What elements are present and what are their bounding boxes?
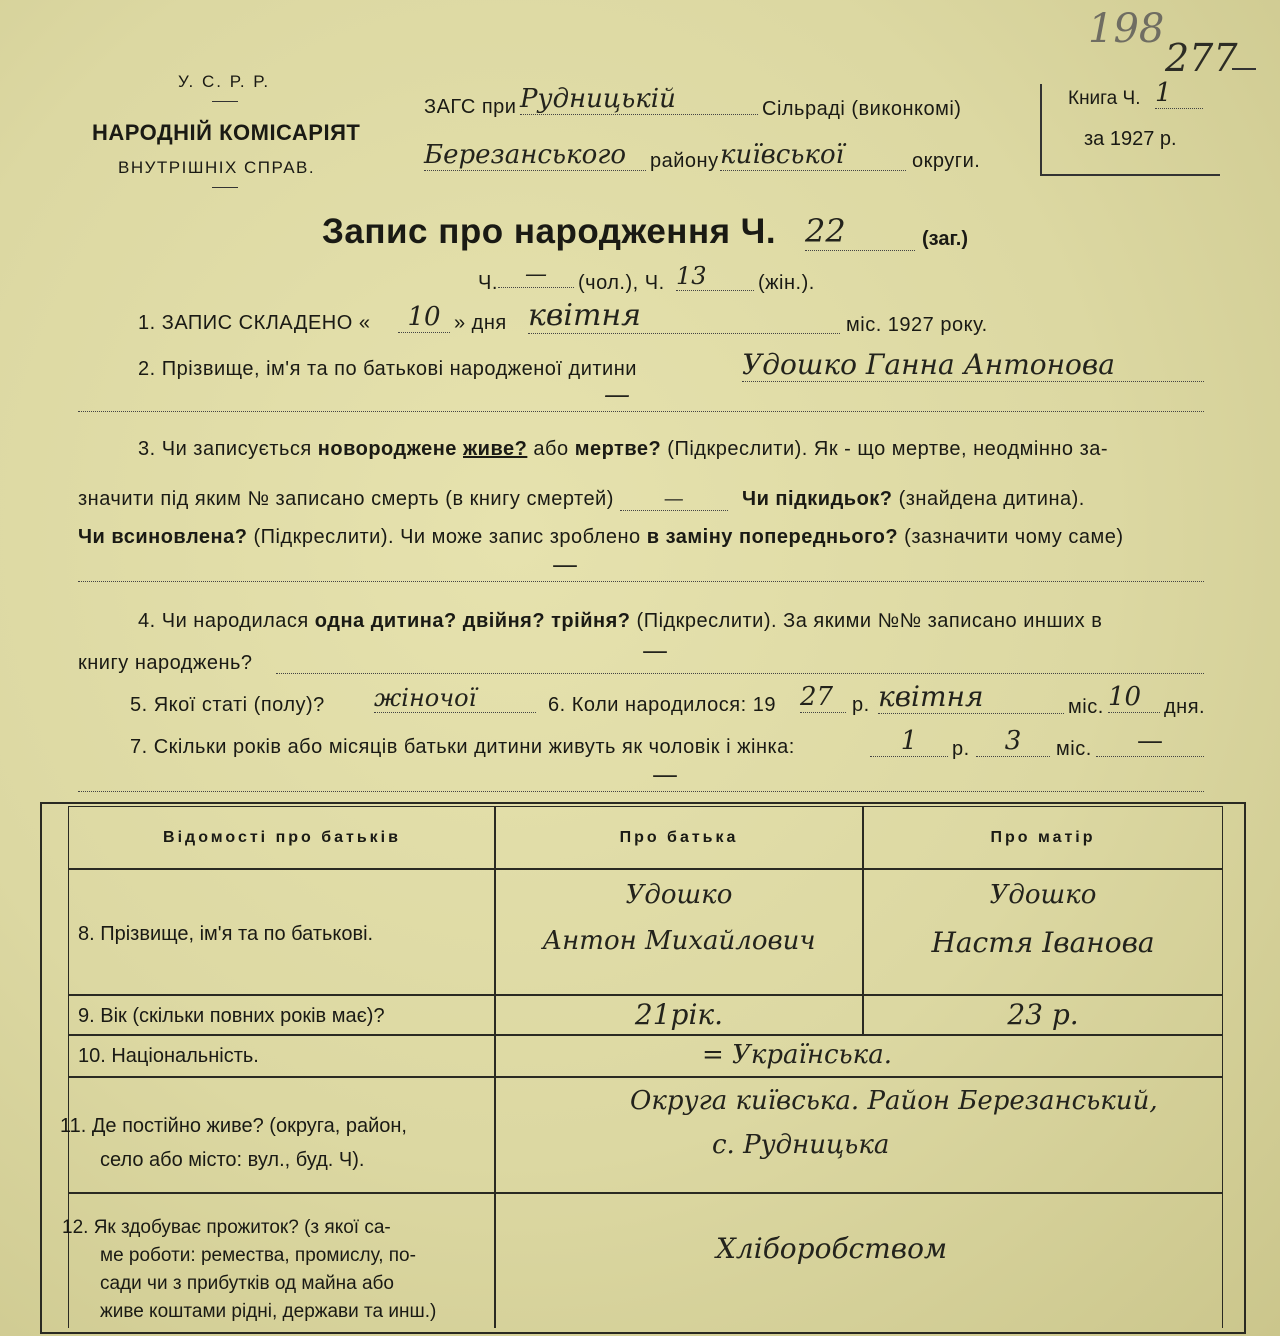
rayon-field: Березанського [424,140,646,171]
male-number-label: Ч. [478,272,498,294]
birth-day-field: 10 [1108,682,1160,713]
item3-text: (знайдена дитина). [898,488,1085,510]
item4-text: 4. Чи народилася [138,610,309,632]
row12-label-line4: живе коштами рідні, держави та инш.) [100,1301,437,1322]
table-row-divider [68,994,1222,996]
archive-ink-number: 277 [1165,36,1238,80]
child-sex-field: жіночої [374,684,536,713]
book-year-label: за 1927 р. [1084,128,1177,150]
item3-line2 [78,486,1085,511]
rayon-label: району [650,150,719,172]
option-alive: живе? [463,438,528,460]
okruga-field: київської [720,140,906,171]
father-age: 21рік. [634,998,724,1031]
item4-line2: книгу народжень? [78,652,253,674]
item7-continuation-line [78,791,1204,792]
item6-year-suffix: р. [852,694,870,716]
table-inner-frame [68,806,69,1328]
table-row-divider [68,1076,1222,1078]
record-total-number: 22 [805,212,915,251]
book-box-border [1040,84,1042,174]
item5-label: 5. Якої статі (полу)? [130,694,325,716]
item3-line1 [138,438,1108,461]
item1-day-suffix: » дня [454,312,507,334]
item2-continuation-line [78,411,1204,412]
record-total-suffix: (заг.) [922,228,969,250]
nationality-value: = Українська. [702,1040,892,1070]
birth-month-field: квітня [878,680,1064,714]
book-box-border [1040,174,1220,176]
zags-village-field: Рудницькій [520,84,758,115]
item3-dash: — [552,550,578,580]
divider [212,101,238,102]
option-newborn: новороджене [317,438,457,460]
residence-line1: Округа київська. Район Березанський, [630,1086,1158,1116]
table-row-divider [68,1034,1222,1036]
occupation-value: Хліборобством [716,1232,948,1265]
row11-label-line1: 11. Де постійно живе? (округа, район, [60,1115,407,1137]
marriage-months-field: 3 [976,726,1050,757]
option-replacement: в заміну попереднього? [646,526,899,548]
item2-dash: — [604,380,630,410]
option-dead: мертве? [574,438,662,460]
item7-label: 7. Скільки років або місяців батьки дитини живуть як чоловік і жінка: [130,736,795,758]
item3-line3 [78,526,1124,549]
marriage-extra-field: — [1096,726,1204,757]
table-row-divider [68,1192,1222,1194]
divider [212,187,238,188]
mother-surname: Удошко [989,880,1097,910]
ink-dash-mark [1232,68,1256,70]
item2-label: 2. Прізвище, ім'я та по батькові народженої дитини [138,358,637,380]
row10-label: 10. Національність. [78,1045,259,1067]
row8-label: 8. Прізвище, ім'я та по батькові. [78,923,374,945]
table-border-right [1244,802,1246,1334]
table-inner-frame [68,806,1222,807]
table-border-top [40,802,1246,804]
item7-years-suffix: р. [952,738,970,760]
ministry-subtitle: ВНУТРІШНІХ СПРАВ. [118,158,316,177]
item3-continuation-line [78,581,1204,582]
row12-label-line2: ме роботи: ремества, промислу, по- [100,1245,416,1266]
item3-text: (Підкреслити). Як - що мертве, неодмінно за- [667,438,1109,460]
table-header-father: Про батька [619,829,739,846]
item4-text: (Підкреслити). За якими №№ записано инших в [636,610,1103,632]
male-number-suffix: (чол.), Ч. [578,272,665,294]
option-adopted: Чи всиновлена? [78,526,248,548]
book-number-field: 1 [1155,78,1203,109]
item6-month-suffix: міс. [1068,696,1104,718]
table-border-bottom [40,1332,1246,1334]
mother-name-patronymic: Настя Іванова [931,926,1155,959]
book-label: Книга Ч. [1068,88,1141,109]
zags-label: ЗАГС при [424,96,517,118]
death-record-field: — [620,486,728,511]
item1-suffix: міс. 1927 року. [846,314,988,336]
archive-pencil-number: 198 [1088,6,1165,52]
residence-line2: с. Рудницька [712,1130,890,1160]
item3-text: (зазначити чому саме) [904,526,1124,548]
father-surname: Удошко [625,880,733,910]
item7-months-suffix: міс. [1056,738,1092,760]
marriage-years-field: 1 [870,726,948,757]
item7-dash: — [652,760,678,790]
row9-label: 9. Вік (скільки повних років має)? [78,1005,385,1027]
row12-label-line1: 12. Як здобуває прожиток? (з якої са- [62,1217,391,1238]
table-header-mother: Про матір [990,829,1096,846]
item6-label: 6. Коли народилося: 19 [548,694,776,716]
item4-line1 [138,610,1102,633]
record-title: Запис про народження Ч. [322,212,777,251]
republic-label: У. С. Р. Р. [178,72,271,91]
item3-text: або [533,438,569,460]
ministry-title: НАРОДНІЙ КОМІСАРІЯТ [92,120,361,145]
item3-text: 3. Чи записується [138,438,312,460]
row11-label-line2: село або місто: вул., буд. Ч). [100,1149,365,1171]
item3-text: (Підкреслити). Чи може запис зроблено [253,526,641,548]
mother-age: 23 р. [1007,998,1079,1031]
item3-text: значити під яким № записано смерть (в книгу смертей) [78,488,614,510]
female-number-suffix: (жін.). [758,272,815,294]
table-row-divider [68,868,1222,870]
item4-dash: — [642,636,668,666]
table-header-info: Відомості про батьків [163,829,401,846]
row12-label-line3: сади чи з прибутків од майна або [100,1273,394,1294]
female-number-field: 13 [676,262,754,291]
selrada-label: Сільраді (виконкомі) [762,98,962,120]
male-number-field: — [498,262,574,288]
item1-label: 1. ЗАПИС СКЛАДЕНО « [138,312,371,334]
okruga-label: округи. [912,150,981,172]
option-birth-count: одна дитина? двійня? трійня? [314,610,631,632]
item1-month-field: квітня [528,298,840,334]
option-foundling: Чи підкидьок? [742,488,893,510]
table-border-left [40,802,42,1334]
table-inner-frame [1222,806,1223,1328]
item4-field-line [276,673,1204,674]
item1-day-field: 10 [398,302,450,333]
item6-day-suffix: дня. [1164,696,1206,718]
birth-year-field: 27 [800,682,846,713]
father-name-patronymic: Антон Михайлович [542,926,816,956]
child-name-field: Удошко Ганна Антонова [742,348,1204,382]
